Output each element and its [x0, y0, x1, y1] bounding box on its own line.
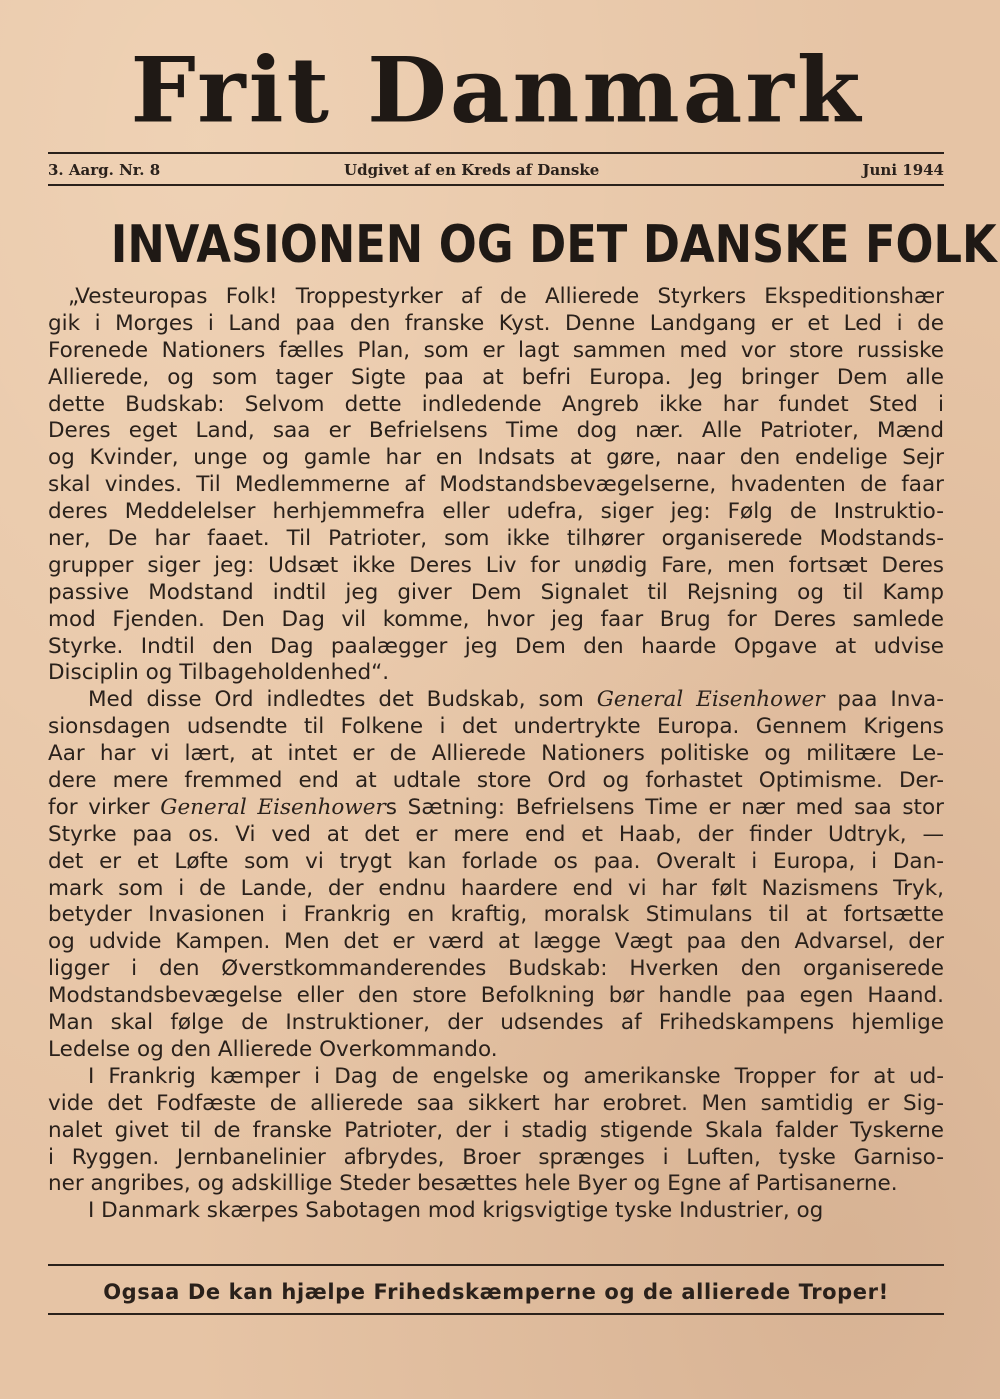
- footer-rule-bottom: [48, 1313, 944, 1315]
- article-line: sionsdagen udsendte til Folkene i det undertrykte Europa. Gennem Krigens: [48, 714, 944, 740]
- article-line: dette Budskab: Selvom dette indledende Angreb ikke har fundet Sted i: [48, 391, 944, 417]
- article-line: I Frankrig kæmper i Dag de engelske og amerikanske Tropper for at ud-: [88, 1063, 944, 1089]
- footer-slogan: Ogsaa De kan hjælpe Frihedskæmperne og de allierede Troper!: [103, 1280, 889, 1304]
- article-line: ner angribes, og adskillige Steder besættes hele Byer og Egne af Partisanerne.: [48, 1171, 898, 1197]
- article-line: ligger i den Øverstkommanderendes Budskab: Hverken den organiserede: [48, 956, 944, 982]
- issue-number: 3. Aarg. Nr. 8: [48, 161, 161, 179]
- article-line: Deres eget Land, saa er Befrielsens Time dog nær. Alle Patrioter, Mænd: [48, 418, 944, 444]
- article-line: grupper siger jeg: Udsæt ikke Deres Liv for unødig Fare, men fortsæt Deres: [48, 552, 944, 578]
- article-line: dere mere fremmed end at udtale store Ord og forhastet Optimisme. Der-: [48, 768, 944, 794]
- article-line: og Kvinder, unge og gamle har en Indsats at gøre, naar den endelige Sejr: [48, 445, 944, 471]
- article-line: Ledelse og den Allierede Overkommando.: [48, 1036, 498, 1062]
- article-line: vide det Fodfæste de allierede saa sikkert har erobret. Men samtidig er Sig-: [48, 1090, 944, 1116]
- article-line: deres Meddelelser herhjemmefra eller udefra, siger jeg: Følg de Instruktio-: [48, 499, 944, 525]
- masthead-rule-bottom: [48, 184, 944, 186]
- article-line: gik i Morges i Land paa den franske Kyst. Denne Landgang er et Led i de: [48, 310, 944, 336]
- article-line: og udvide Kampen. Men det er værd at lægge Vægt paa den Advarsel, der: [48, 929, 944, 955]
- issue-date: Juni 1944: [862, 161, 944, 179]
- masthead-title: Frit Danmark: [130, 37, 864, 143]
- article-line: passive Modstand indtil jeg giver Dem Signalet til Rejsning og til Kamp: [48, 579, 944, 605]
- footer-rule-top: [48, 1264, 944, 1266]
- article-line: Man skal følge de Instruktioner, der udsendes af Frihedskampens hjemlige: [48, 1010, 944, 1036]
- article-line: for virker General Eisenhowers Sætning: Befrielsens Time er nær med saa stor: [48, 794, 944, 820]
- article-line: det er et Løfte som vi trygt kan forlade os paa. Overalt i Europa, i Dan-: [48, 848, 944, 874]
- article-line: mark som i de Lande, der endnu haardere end vi har følt Nazismens Tryk,: [48, 875, 944, 901]
- italic-phrase: General Eisenhower: [596, 687, 825, 713]
- article-headline: INVASIONEN OG DET DANSKE FOLK: [110, 215, 997, 275]
- article-line: Med disse Ord indledtes det Budskab, som General Eisenhower paa Inva-: [88, 687, 944, 713]
- publisher-line: Udgivet af en Kreds af Danske: [344, 161, 600, 179]
- article-line: i Ryggen. Jernbanelinier afbrydes, Broer sprænges i Luften, tyske Garniso-: [48, 1144, 944, 1170]
- article-body: [48, 284, 944, 1225]
- article-line: Aar har vi lært, at intet er de Allierede Nationers politiske og militære Le-: [48, 741, 944, 767]
- article-line: I Danmark skærpes Sabotagen mod krigsvigtige tyske Industrier, og: [88, 1198, 824, 1224]
- article-line: Disciplin og Tilbageholdenhed“.: [48, 660, 390, 686]
- italic-phrase: General Eisenhower: [160, 794, 386, 820]
- issue-bar: [48, 158, 944, 182]
- masthead-rule-top: [48, 152, 944, 154]
- article-line: „Vesteuropas Folk! Troppestyrker af de Allierede Styrkers Ekspeditionshær: [68, 284, 944, 309]
- article-line: mod Fjenden. Den Dag vil komme, hvor jeg faar Brug for Deres samlede: [48, 606, 944, 632]
- article-line: Styrke paa os. Vi ved at det er mere end et Haab, der finder Udtryk, —: [48, 821, 944, 847]
- article-line: betyder Invasionen i Frankrig en kraftig, moralsk Stimulans til at fortsætte: [48, 902, 944, 928]
- article-line: skal vindes. Til Medlemmerne af Modstandsbevægelserne, hvadenten de faar: [48, 472, 944, 498]
- article-line: Allierede, og som tager Sigte paa at befri Europa. Jeg bringer Dem alle: [48, 364, 944, 390]
- article-line: Styrke. Indtil den Dag paalægger jeg Dem den haarde Opgave at udvise: [48, 633, 944, 659]
- article-line: nalet givet til de franske Patrioter, der i stadig stigende Skala falder Tyskerne: [48, 1117, 944, 1143]
- article-line: Modstandsbevægelse eller den store Befolkning bør handle paa egen Haand.: [48, 983, 944, 1009]
- article-line: ner, De har faaet. Til Patrioter, som ikke tilhører organiserede Modstands-: [48, 526, 944, 552]
- article-line: Forenede Nationers fælles Plan, som er lagt sammen med vor store russiske: [48, 337, 944, 363]
